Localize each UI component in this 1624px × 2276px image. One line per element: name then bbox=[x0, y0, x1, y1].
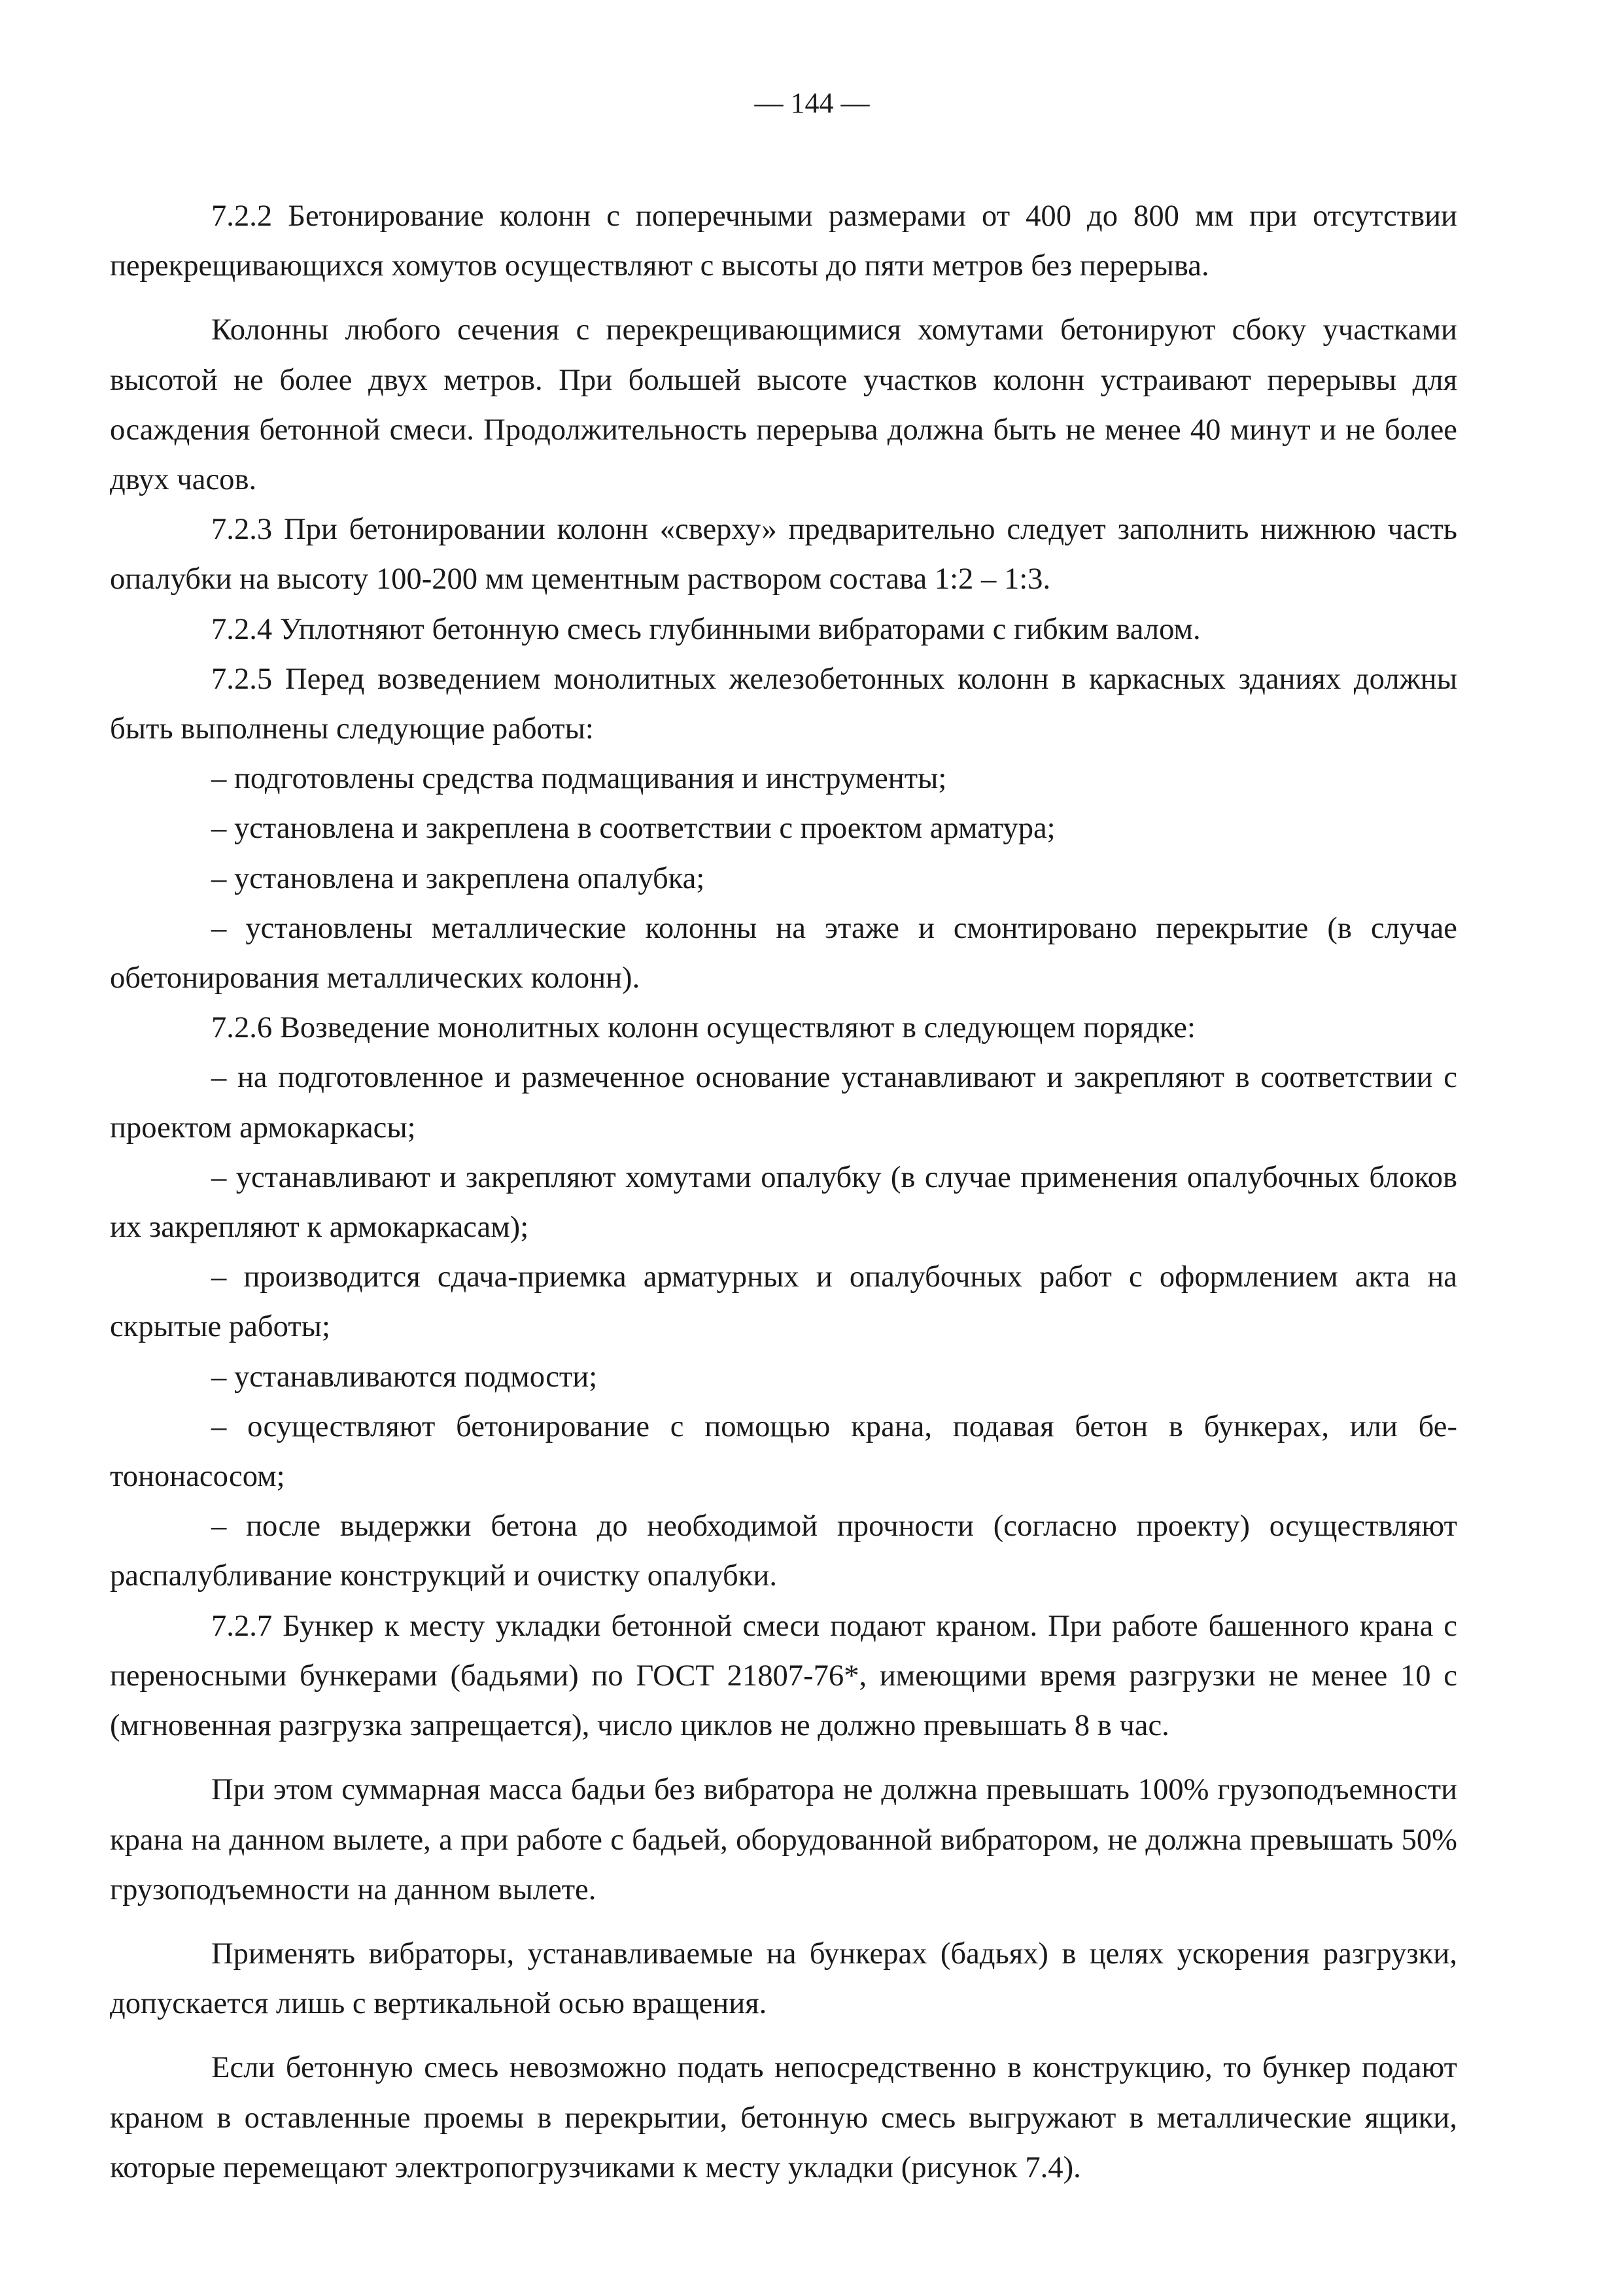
list-item: – установлена и закреплена в соответствии с проектом арматура; bbox=[211, 811, 1056, 846]
list-item: – производится сдача-приемка арматурных и опалубочных работ с оформлением акта на скрытые работы; bbox=[110, 1260, 1457, 1344]
list-item: – устанавливают и закрепляют хомутами опалубку (в случае применения опалубочных блоков их закрепляют к армокаркасам); bbox=[110, 1160, 1457, 1245]
list-item: – после выдержки бетона до необходимой прочности (согласно проекту) осуществляют распалубливание конструкций и очистку опалубки. bbox=[110, 1509, 1457, 1593]
paragraph-bucket-mass: При этом суммарная масса бадьи без вибратора не должна превышать 100% грузоподъемности крана на данном вылете, а при работе с бадьей, оборудованной вибратором, не должна превышать 50% грузоподъемности на данном вылете. bbox=[110, 1772, 1457, 1906]
paragraph-7-2-2: 7.2.2 Бетонирование колонн с поперечными размерами от 400 до 800 мм при отсутствии перекрещивающихся хомутов осуществляют с высоты до пяти метров без перерыва. bbox=[110, 199, 1457, 283]
paragraph-7-2-5: 7.2.5 Перед возведением монолитных железобетонных колонн в каркасных зданиях должны быть выполнены следующие работы: bbox=[110, 661, 1457, 746]
paragraph-7-2-3: 7.2.3 При бетонировании колонн «сверху» предварительно следует заполнить нижнюю часть опалубки на высоту 100-200 мм цементным раствором состава 1:2 – 1:3. bbox=[110, 512, 1457, 596]
paragraph-7-2-4: 7.2.4 Уплотняют бетонную смесь глубинными вибраторами с гибким валом. bbox=[211, 612, 1201, 646]
paragraph-vibrators: Применять вибраторы, устанавливаемые на бункерах (бадьях) в целях ускорения разгрузки, допускается лишь с вертикальной осью вращения. bbox=[110, 1936, 1457, 2021]
list-item: – на подготовленное и размеченное основание устанавливают и закрепляют в соответствии с проектом армокаркасы; bbox=[110, 1060, 1457, 1145]
paragraph-openings: Если бетонную смесь невозможно подать непосредственно в конструкцию, то бункер подают краном в оставленные проемы в перекрытии, бетонную смесь выгружают в металлические ящики, которые перемещают электропогрузчиками к месту укладки (рисунок 7.4). bbox=[110, 2050, 1457, 2184]
paragraph-columns-any-section: Колонны любого сечения с перекрещивающимися хомутами бетонируют сбоку участками высотой не более двух метров. При большей высоте участков колонн устраивают перерывы для осаждения бетонной смеси. Продолжительность перерыва должна быть не менее 40 минут и не более двух часов. bbox=[110, 313, 1457, 497]
page-number: — 144 — bbox=[754, 87, 870, 119]
body-text bbox=[110, 191, 1457, 2192]
list-item: – осуществляют бетонирование с помощью крана, подавая бетон в бункерах, или бетононасосом; bbox=[110, 1409, 1457, 1494]
paragraph-7-2-7: 7.2.7 Бункер к месту укладки бетонной смеси подают краном. При работе башенного крана с переносными бункерами (бадьями) по ГОСТ 21807-76*, имеющими время разгрузки не менее 10 с (мгновенная разгрузка запрещается), число циклов не должно превышать 8 в час. bbox=[110, 1608, 1457, 1743]
paragraph-7-2-6: 7.2.6 Возведение монолитных колонн осуществляют в следующем порядке: bbox=[211, 1010, 1196, 1045]
list-item: – подготовлены средства подмащивания и инструменты; bbox=[211, 761, 947, 796]
list-item: – установлены металлические колонны на этаже и смонтировано перекрытие (в случае обетонирования металлических колонн). bbox=[110, 910, 1457, 995]
list-item: – установлена и закреплена опалубка; bbox=[211, 861, 705, 895]
list-item: – устанавливаются подмости; bbox=[211, 1359, 598, 1394]
